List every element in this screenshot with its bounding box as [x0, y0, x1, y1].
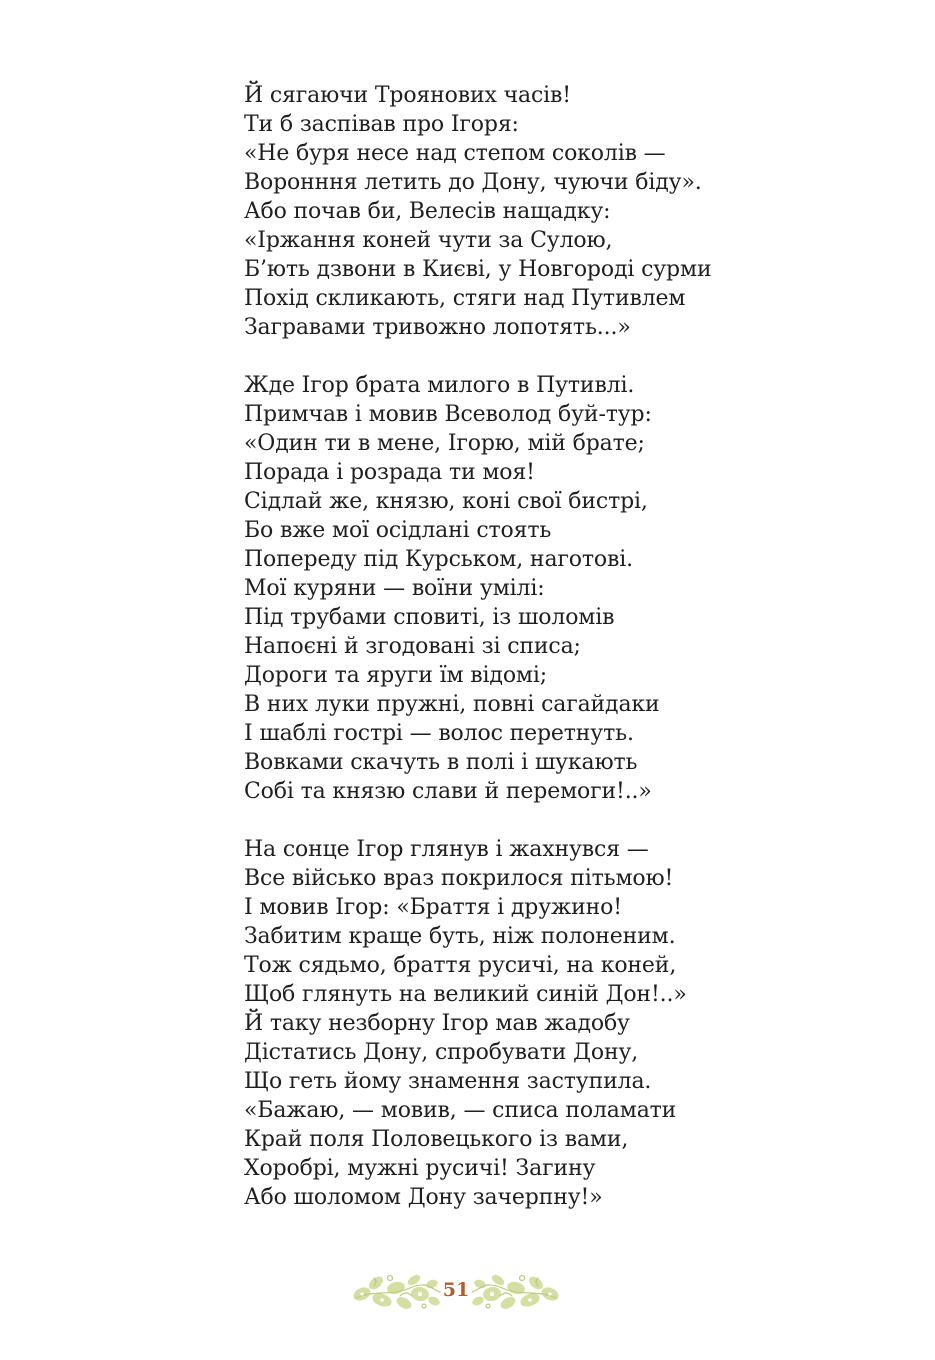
poem-line: В них луки пружні, повні сагайдаки [244, 692, 660, 717]
poem-line: Що геть йому знамення заступила. [244, 1069, 652, 1094]
poem-line: На сонце Ігор глянув і жахнувся — [244, 837, 649, 862]
poem-line: Або почав би, Велесів нащадку: [244, 199, 611, 224]
poem-line: Похід скликають, стяги над Путивлем [244, 286, 686, 311]
poem-line: «Іржання коней чути за Сулою, [244, 228, 613, 253]
poem-line: Порада і розрада ти моя! [244, 460, 535, 485]
poem-line: Напоєні й згодовані зі списа; [244, 634, 581, 659]
poem-line: Все військо враз покрилося пітьмою! [244, 866, 674, 891]
poem-line: Тож сядьмо, браття русичі, на коней, [244, 953, 677, 978]
poem-line: Сідлай же, князю, коні свої бистрі, [244, 489, 648, 514]
stanza-1 [244, 81, 844, 342]
poem-line: Вовками скачуть в полі і шукають [244, 750, 638, 775]
poem-line: Воронння летить до Дону, чуючи біду». [244, 170, 702, 195]
poem-line: «Не буря несе над степом соколів — [244, 141, 666, 166]
poem-line: Примчав і мовив Всеволод буй-тур: [244, 402, 652, 427]
poem-line: Загравами тривожно лопотять...» [244, 315, 631, 340]
poem-line: Бо вже мої осідлані стоять [244, 518, 552, 543]
poem-line: Дороги та яруги їм відомі; [244, 663, 548, 688]
poem-line: І мовив Ігор: «Браття і дружино! [244, 895, 622, 920]
stanza-3 [244, 835, 844, 1212]
poem-line: Край поля Половецького із вами, [244, 1127, 629, 1152]
poem-line: Жде Ігор брата милого в Путивлі. [244, 373, 635, 398]
poem-line: Мої куряни — воїни умілі: [244, 576, 545, 601]
poem-line: Й таку незборну Ігор мав жадобу [244, 1011, 630, 1036]
poem-line: Хоробрі, мужні русичі! Загину [244, 1156, 596, 1181]
poem-line: Б’ють дзвони в Києві, у Новгороді сурми [244, 257, 712, 282]
poem-line: Попереду під Курськом, наготові. [244, 547, 633, 572]
poem-line: «Один ти в мене, Ігорю, мій брате; [244, 431, 645, 456]
poem-line: Щоб глянуть на великий синій Дон!..» [244, 982, 687, 1007]
poem-line: Й сягаючи Троянових часів! [244, 83, 571, 108]
poem-line: Під трубами сповиті, із шоломів [244, 605, 615, 630]
poem-line: «Бажаю, — мовив, — списа поламати [244, 1098, 677, 1123]
poem-line: І шаблі гострі — волос перетнуть. [244, 721, 634, 746]
page-number: 51 [442, 1279, 470, 1301]
poem-line: Собі та князю слави й перемоги!..» [244, 779, 652, 804]
page-footer [352, 1270, 560, 1310]
poem-line: Забитим краще буть, ніж полоненим. [244, 924, 676, 949]
poem-line: Дістатись Дону, спробувати Дону, [244, 1040, 639, 1065]
poem-line: Або шоломом Дону зачерпну!» [244, 1185, 603, 1210]
poem-line: Ти б заспівав про Ігоря: [244, 112, 519, 137]
stanza-2 [244, 371, 844, 806]
poem-text [244, 81, 844, 1212]
